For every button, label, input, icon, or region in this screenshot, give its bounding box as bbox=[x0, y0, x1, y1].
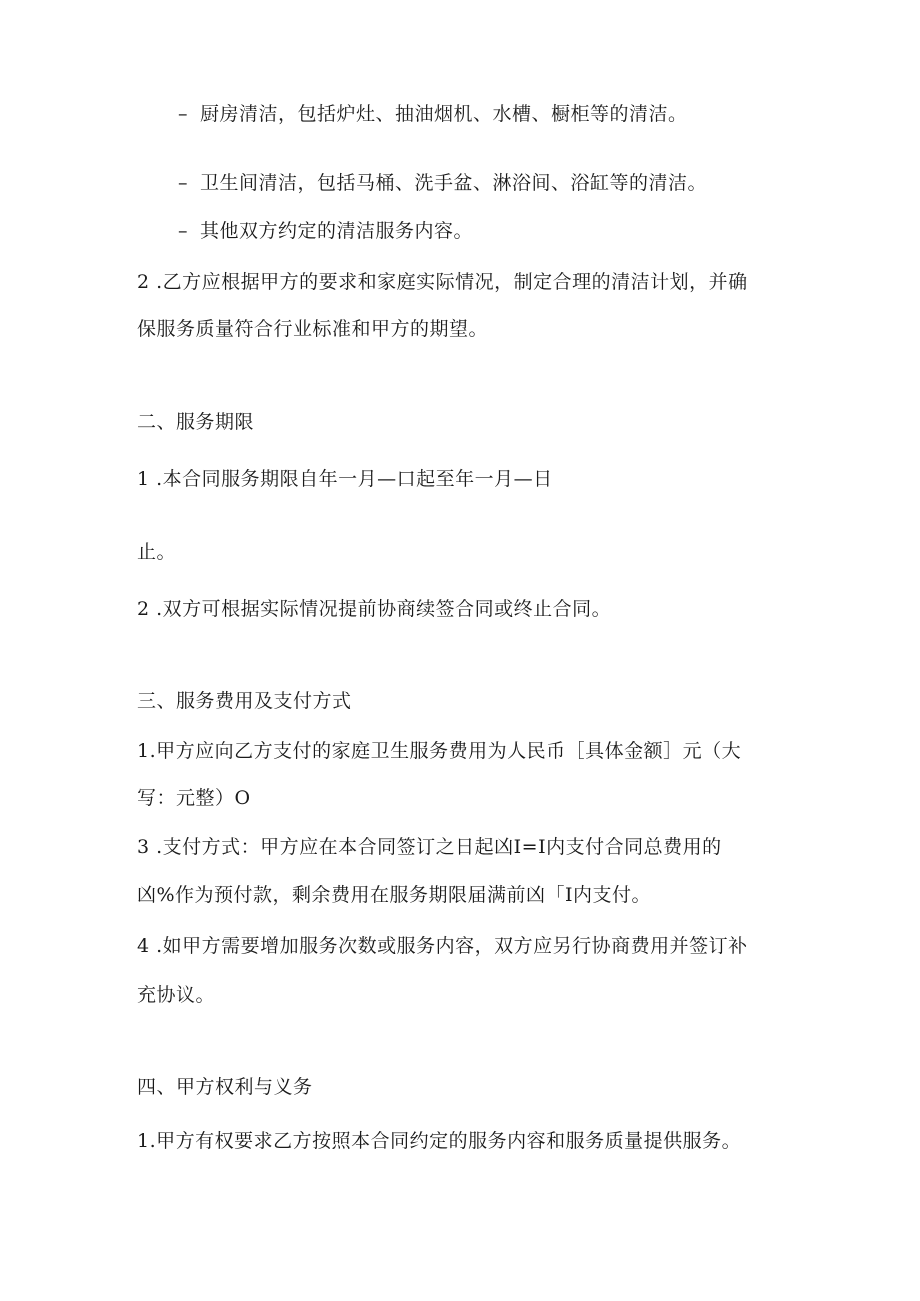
clause-3-1-line-1: 1.甲方应向乙方支付的家庭卫生服务费用为人民币［具体金额］元（大 bbox=[137, 740, 742, 762]
clause-3-3-line-1: 3 .支付方式：甲方应在本合同签订之日起凶I=I内支付合同总费用的 bbox=[137, 836, 722, 858]
dash-marker: – bbox=[178, 172, 188, 194]
clause-3-4-line-2: 充协议。 bbox=[137, 984, 216, 1006]
bullet-text: 其他双方约定的清洁服务内容。 bbox=[200, 220, 474, 242]
bullet-bathroom-cleaning bbox=[178, 171, 707, 195]
section-heading-2: 二、服务期限 bbox=[137, 411, 255, 433]
clause-3-1-line-2: 写：元整）O bbox=[137, 787, 251, 809]
bullet-kitchen-cleaning bbox=[178, 102, 688, 126]
clause-3-4-line-1: 4 .如甲方需要增加服务次数或服务内容，双方应另行协商费用并签订补 bbox=[137, 935, 748, 957]
section-heading-4: 四、甲方权利与义务 bbox=[137, 1076, 313, 1098]
clause-2-1-line-1: 1 .本合同服务期限自年一月—口起至年一月—日 bbox=[137, 468, 553, 490]
clause-1-2-line-1: 2 .乙方应根据甲方的要求和家庭实际情况，制定合理的清洁计划，并确 bbox=[137, 271, 748, 293]
section-heading-3: 三、服务费用及支付方式 bbox=[137, 690, 352, 712]
clause-2-1-line-2: 止。 bbox=[137, 541, 177, 563]
bullet-other-cleaning bbox=[178, 219, 473, 243]
dash-marker: – bbox=[178, 220, 188, 242]
bullet-text: 卫生间清洁，包括马桶、洗手盆、淋浴间、浴缸等的清洁。 bbox=[200, 172, 708, 194]
clause-3-3-line-2: 凶%作为预付款，剩余费用在服务期限届满前凶「I内支付。 bbox=[137, 884, 652, 906]
dash-marker: – bbox=[178, 103, 188, 125]
clause-2-2: 2 .双方可根据实际情况提前协商续签合同或终止合同。 bbox=[137, 598, 612, 620]
bullet-text: 厨房清洁，包括炉灶、抽油烟机、水槽、橱柜等的清洁。 bbox=[200, 103, 688, 125]
clause-1-2-line-2: 保服务质量符合行业标准和甲方的期望。 bbox=[137, 318, 489, 340]
clause-4-1: 1.甲方有权要求乙方按照本合同约定的服务内容和服务质量提供服务。 bbox=[137, 1130, 742, 1152]
